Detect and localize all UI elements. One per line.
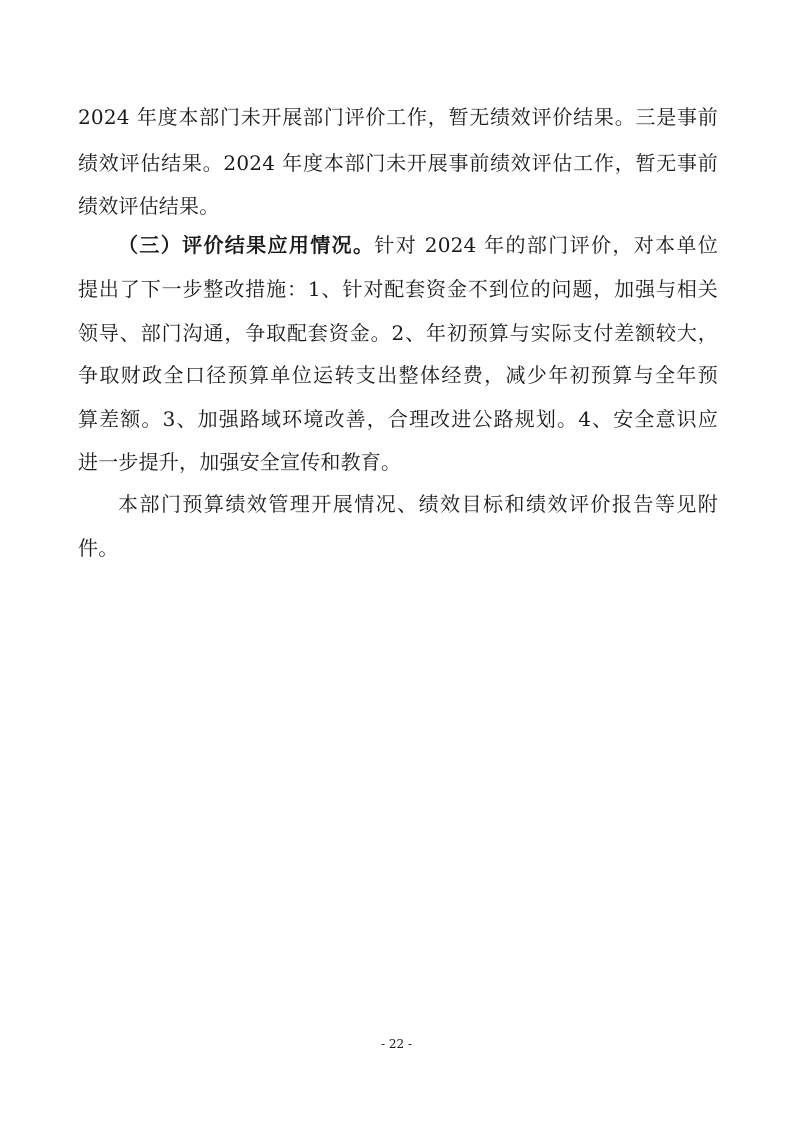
paragraph-2-line-4: 争取财政全口径预算单位运转支出整体经费，减少年初预算与全年预: [78, 363, 718, 387]
paragraph-2-line-3: 领导、部门沟通，争取配套资金。2、年初预算与实际支付差额较大，: [78, 321, 718, 345]
paragraph-2-line-1: [118, 228, 718, 262]
section-heading: （三）评价结果应用情况。: [118, 233, 375, 257]
paragraph-1-line-2: 绩效评估结果。2024 年度本部门未开展事前绩效评估工作，暂无事前: [78, 151, 718, 175]
paragraph-1-line-1: 2024 年度本部门未开展部门评价工作，暂无绩效评价结果。三是事前: [78, 105, 718, 129]
page-number: - 22 -: [380, 1037, 412, 1051]
paragraph-2-line-6: 进一步提升，加强安全宣传和教育。: [78, 450, 402, 474]
paragraph-3-line-2: 件。: [78, 536, 119, 560]
paragraph-1-line-3: 绩效评估结果。: [78, 194, 220, 218]
paragraph-2-line-5: 算差额。3、加强路域环境改善，合理改进公路规划。4、安全意识应: [78, 407, 718, 431]
paragraph-2-line-1-text: 针对 2024 年的部门评价，对本单位: [374, 233, 718, 257]
paragraph-3-line-1: 本部门预算绩效管理开展情况、绩效目标和绩效评价报告等见附: [118, 492, 718, 516]
paragraph-2-line-2: 提出了下一步整改措施：1、针对配套资金不到位的问题，加强与相关: [78, 277, 718, 301]
